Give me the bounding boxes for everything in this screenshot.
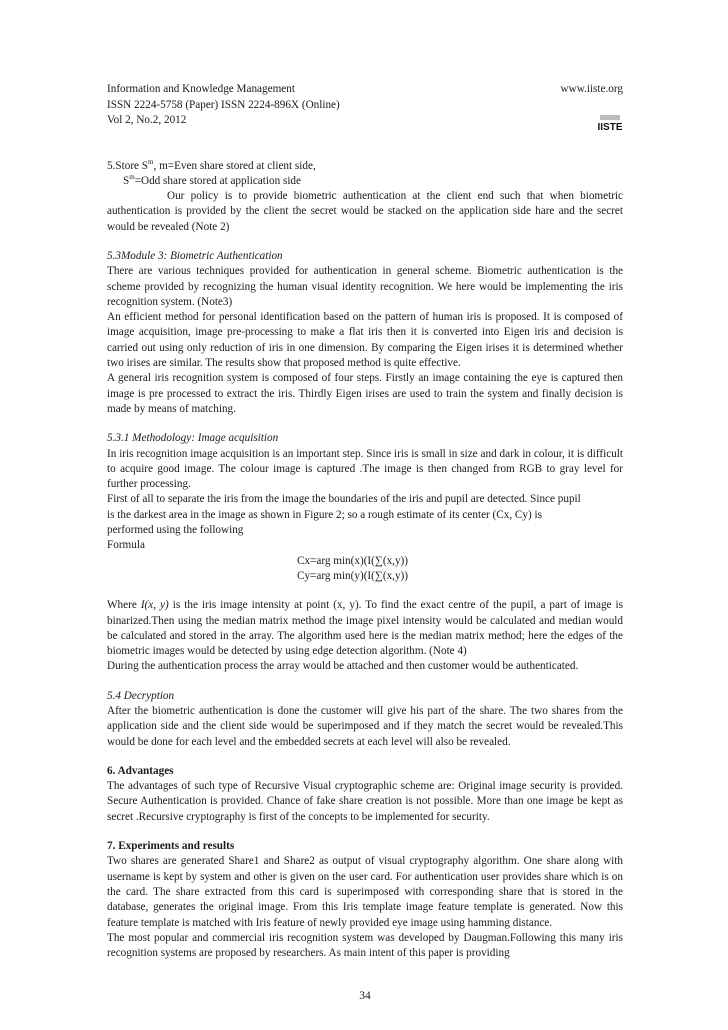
paragraph-line: First of all to separate the iris from the image the boundaries of the iris and pupil are detected. Since pupil (107, 493, 581, 506)
paragraph-line: performed using the following (107, 524, 244, 537)
iiste-logo (592, 113, 628, 133)
section-heading: 5.3Module 3: Biometric Authentication (107, 249, 283, 262)
page-number: 34 (359, 990, 371, 1002)
section-heading: 5.3.1 Methodology: Image acquisition (107, 432, 279, 445)
section-6 (107, 764, 623, 825)
step5-block (107, 159, 623, 235)
paragraph: There are various techniques provided for authentication in general scheme. Biometric authentication is the scheme provided by recognizing the human visual identity recognition. We here would be implementing the iris recognition system. (Note3) (107, 265, 623, 308)
page-content (107, 82, 623, 1002)
paragraph-line: is the darkest area in the image as shown in Figure 2; so a rough estimate of its center (Cx, Cy) is (107, 508, 542, 521)
step5-line1: 5.Store $S^m$, m=Even share stored at client side, (107, 157, 316, 172)
step5-paragraph: Our policy is to provide biometric authentication at the client end such that when biometric authentication is provided by the client the secret would be stacked on the application side hare and the secret would be revealed (Note 2) (107, 190, 623, 233)
svg-text:IISTE: IISTE (597, 122, 623, 133)
section-heading: 6. Advantages (107, 764, 174, 777)
page-header (107, 82, 623, 133)
section-7 (107, 839, 623, 961)
section-heading: 5.4 Decryption (107, 689, 175, 702)
step5-line2: $S^m=Odd$ share stored at application side (123, 172, 301, 187)
paragraph: An efficient method for personal identification based on the pattern of human iris is proposed. It is composed of image acquisition, image pre-processing to make a flat iris then it is converted into Eigen iris and decision is carried out using only reduction of iris in one dimension. By comparing the Eigen irises it is determined whether two irises are similar. The results show that proposed method is quite effective. (107, 311, 623, 370)
paragraph: After the biometric authentication is done the customer will give his part of the share. The two shares from the application side and the client side would be superimposed and if they match the secret would be revealed.This would be done for each level and the embedded secrets at each level will also be revealed. (107, 705, 623, 748)
issn-line: ISSN 2224-5758 (Paper) ISSN 2224-896X (Online) (107, 98, 340, 111)
paragraph: The advantages of such type of Recursive Visual cryptographic scheme are: Original image security is provided. Secure Authentication is provided. Chance of fake share creation is not possible. More than one image be kept as secret .Recursive cryptography is first of the concepts to be implemented for security. (107, 780, 623, 823)
section-heading: 7. Experiments and results (107, 840, 235, 853)
formula-cx: Cx=arg min(x)(I(∑(x,y)) (297, 554, 409, 567)
section-5-4 (107, 689, 623, 750)
volume-line: Vol 2, No.2, 2012 (107, 114, 187, 126)
section-5-3-1 (107, 431, 623, 674)
paragraph: A general iris recognition system is composed of four steps. Firstly an image containing the eye is captured then image is pre processed to extract the iris. Thirdly Eigen irises are used to train the system and finally decision is made by means of matching. (107, 372, 623, 415)
journal-url[interactable]: www.iiste.org (560, 83, 623, 95)
paragraph: Where I(x, y) is the iris image intensity at point (x, y). To find the exact centre of the pupil, a part of image is binarized.Then using the median matrix method the image pixel intensity would be calculated and median would be calculated and stored in the array. The algorithm used here is the median matrix method; here the edges of the biometric images would be detected by using edge detection algorithm. (Note 4) (107, 599, 623, 658)
paragraph: The most popular and commercial iris recognition system was developed by Daugman.Following this many iris recognition systems are proposed by researchers. As main intent of this paper is providing (107, 931, 623, 960)
journal-title: Information and Knowledge Management (107, 83, 295, 95)
paragraph: Two shares are generated Share1 and Share2 as output of visual cryptography algorithm. One share along with username is kept by system and other is given on the user card. For authentication user provides share which is on the card. The share extracted from this card is superimposed with corresponding share that is stored in the database, generates the original image. From this Iris template image feature template is generated. Now this feature template is matched with Iris feature of newly provided eye image using hamming distance. (107, 855, 623, 929)
paragraph: In iris recognition image acquisition is an important step. Since iris is small in size and dark in colour, it is difficult to acquire good image. The colour image is captured .The image is then changed from RGB to gray level for further processing. (107, 447, 623, 491)
section-5-3 (107, 249, 623, 417)
paragraph: During the authentication process the array would be attached and then customer would be authenticated. (107, 660, 579, 673)
formula-cy: Cy=arg min(y)(I(∑(x,y)) (297, 569, 409, 582)
paragraph-line: Formula (107, 539, 145, 552)
